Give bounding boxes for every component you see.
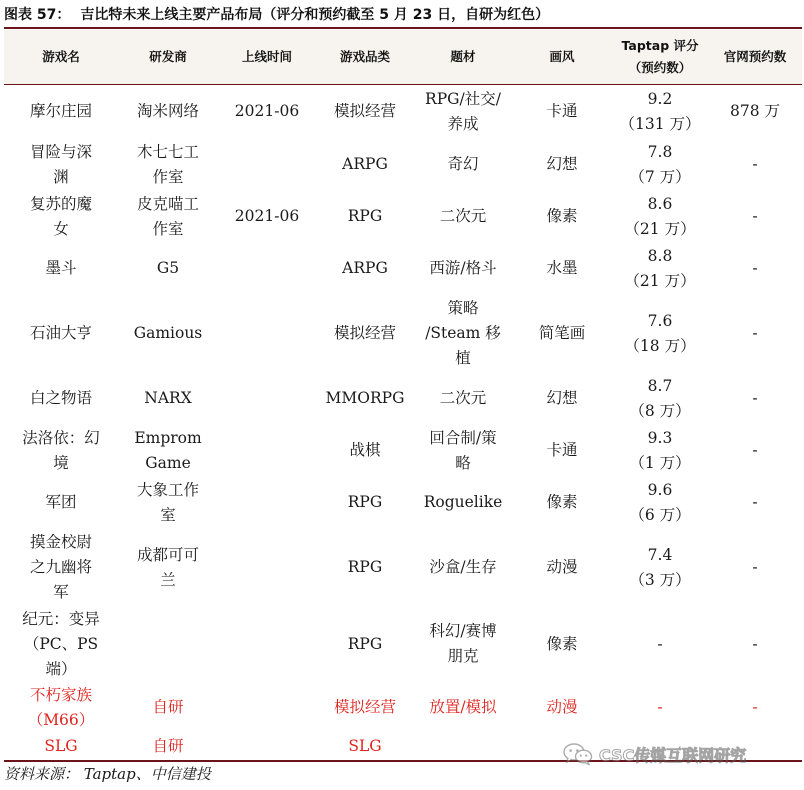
cell-genre: SLG <box>348 737 382 755</box>
cell-taptap-score: 7.4 （3 万） <box>629 545 691 589</box>
cell-release-date <box>218 734 316 760</box>
cell-taptap-score: 8.7 （8 万） <box>629 376 691 420</box>
cell-theme: RPG/社交/ 养成 <box>425 89 501 133</box>
table-row <box>4 607 802 682</box>
cell-release-date <box>218 682 316 734</box>
cell-taptap-score: 9.6 （6 万） <box>629 480 691 524</box>
header-genre: 游戏品类 <box>316 30 414 85</box>
cell-game-name: 军团 <box>45 493 77 511</box>
cell-game-name: 法洛依：幻 境 <box>22 428 100 472</box>
cell-art-style: 卡通 <box>546 441 578 459</box>
product-pipeline-table <box>4 30 802 760</box>
cell-developer: 大象工作 室 <box>136 480 199 524</box>
cell-art-style: 像素 <box>546 634 578 653</box>
header-release-date: 上线时间 <box>218 30 316 85</box>
table-row <box>4 373 802 425</box>
cell-genre: RPG <box>347 558 383 576</box>
cell-art-style: 动漫 <box>546 558 578 576</box>
cell-genre: RPG <box>347 493 383 511</box>
figure-label: 图表 57： <box>4 7 71 23</box>
cell-release-date <box>218 477 316 529</box>
watermark-text: CSC传媒互联网研究 <box>599 745 747 765</box>
cell-genre: 战棋 <box>349 441 381 459</box>
header-art-style: 画风 <box>512 30 612 85</box>
cell-release-date <box>218 373 316 425</box>
cell-art-style: 水墨 <box>546 259 578 277</box>
table-row <box>4 85 802 139</box>
cell-theme: 二次元 <box>439 389 487 407</box>
cell-game-name: 不朽家族 （M66） <box>27 685 95 729</box>
header-game-name: 游戏名 <box>4 30 118 85</box>
cell-developer: G5 <box>156 259 180 277</box>
header-developer: 研发商 <box>118 30 218 85</box>
cell-theme: 回合制/策 略 <box>429 428 497 472</box>
figure-title <box>4 4 549 26</box>
cell-theme: 策略 /Steam 移 植 <box>425 299 501 367</box>
cell-official-reservations: - <box>752 389 758 407</box>
cell-art-style: 动漫 <box>546 698 578 716</box>
table-row <box>4 243 802 295</box>
cell-art-style: 像素 <box>546 493 578 511</box>
cell-official-reservations: - <box>752 155 758 173</box>
cell-art-style: 幻想 <box>546 155 578 173</box>
cell-theme <box>414 734 512 760</box>
source-note: 资料来源： Taptap、中信建投 <box>4 765 211 783</box>
table-row <box>4 191 802 243</box>
cell-genre: ARPG <box>342 155 388 173</box>
cell-theme: 放置/模拟 <box>429 698 497 716</box>
cell-art-style: 卡通 <box>546 102 578 121</box>
cell-game-name: 石油大亨 <box>29 324 92 342</box>
cell-theme: 二次元 <box>439 207 487 225</box>
figure-caption: 吉比特未来上线主要产品布局（评分和预约截至 5 月 23 日，自研为红色） <box>80 7 550 23</box>
cell-theme: Roguelike <box>423 493 503 511</box>
cell-taptap-score: 8.6 （21 万） <box>624 194 696 238</box>
cell-developer: 成都可可 兰 <box>136 545 199 589</box>
header-row <box>4 30 802 85</box>
cell-developer <box>118 607 218 682</box>
cell-art-style: 幻想 <box>546 389 578 407</box>
cell-game-name: 复苏的魔 女 <box>29 194 92 238</box>
cell-theme: 奇幻 <box>447 155 479 173</box>
cell-official-reservations: - <box>752 634 758 653</box>
cell-official-reservations: - <box>752 441 758 459</box>
cell-art-style: 像素 <box>546 207 578 225</box>
cell-theme: 科幻/赛博 朋克 <box>429 622 497 665</box>
header-taptap-score: Taptap 评分 （预约数） <box>612 30 708 85</box>
table-row <box>4 529 802 607</box>
cell-taptap-score: 9.2 （131 万） <box>619 89 701 133</box>
cell-release-date <box>218 529 316 607</box>
cell-official-reservations: - <box>752 493 758 511</box>
cell-game-name: 白之物语 <box>29 389 92 407</box>
table-row <box>4 295 802 373</box>
cell-official-reservations: - <box>752 558 758 576</box>
table-header <box>4 30 802 85</box>
cell-genre: 模拟经营 <box>333 102 396 121</box>
cell-genre: ARPG <box>342 259 388 277</box>
cell-game-name: 墨斗 <box>45 259 77 277</box>
cell-release-date: 2021-06 <box>234 102 300 121</box>
cell-genre: RPG <box>347 207 383 225</box>
cell-game-name: 纪元：变异 （PC、PS 端） <box>22 609 100 678</box>
cell-taptap-score: 7.8 （7 万） <box>629 142 691 186</box>
cell-release-date <box>218 425 316 477</box>
cell-taptap-score: - <box>657 634 663 653</box>
cell-taptap-score: 8.8 （21 万） <box>624 246 696 290</box>
wechat-icon <box>563 742 593 766</box>
header-official-reservations: 官网预约数 <box>708 30 802 85</box>
cell-developer: Gamious <box>133 324 203 342</box>
cell-release-date <box>218 295 316 373</box>
cell-taptap-score: 9.3 （1 万） <box>629 428 691 472</box>
cell-genre: MMORPG <box>325 389 405 407</box>
cell-theme: 沙盒/生存 <box>429 558 497 576</box>
cell-developer: NARX <box>144 389 192 407</box>
cell-release-date: 2021-06 <box>234 207 300 225</box>
table-row-self-developed <box>4 682 802 734</box>
cell-taptap-score: - <box>657 698 663 716</box>
cell-official-reservations: - <box>752 698 758 716</box>
cell-official-reservations: 878 万 <box>729 102 780 121</box>
cell-developer: 自研 <box>152 737 184 755</box>
cell-genre: RPG <box>347 634 383 653</box>
cell-official-reservations: - <box>752 324 758 342</box>
cell-developer: 木七七工 作室 <box>136 142 199 186</box>
cell-game-name: SLG <box>44 737 78 755</box>
cell-taptap-score: 7.6 （18 万） <box>624 311 696 355</box>
table-row <box>4 477 802 529</box>
cell-official-reservations: - <box>752 207 758 225</box>
table-body <box>4 85 802 760</box>
cell-theme: 西游/格斗 <box>429 259 497 277</box>
watermark <box>563 740 746 768</box>
cell-developer: 淘米网络 <box>136 102 199 121</box>
cell-genre: 模拟经营 <box>333 698 396 716</box>
cell-art-style: 简笔画 <box>538 324 586 342</box>
cell-developer: Emprom Game <box>134 428 202 472</box>
cell-game-name: 摩尔庄园 <box>29 102 92 121</box>
cell-release-date <box>218 139 316 191</box>
cell-release-date <box>218 243 316 295</box>
header-theme: 题材 <box>414 30 512 85</box>
cell-game-name: 摸金校尉 之九幽将 军 <box>29 533 92 601</box>
cell-developer: 自研 <box>152 698 184 716</box>
table-row <box>4 139 802 191</box>
cell-official-reservations: - <box>752 259 758 277</box>
cell-game-name: 冒险与深 渊 <box>29 142 92 186</box>
top-rule <box>4 27 802 29</box>
cell-genre: 模拟经营 <box>333 324 396 342</box>
cell-release-date <box>218 607 316 682</box>
cell-developer: 皮克喵工 作室 <box>136 194 199 238</box>
table-row <box>4 425 802 477</box>
